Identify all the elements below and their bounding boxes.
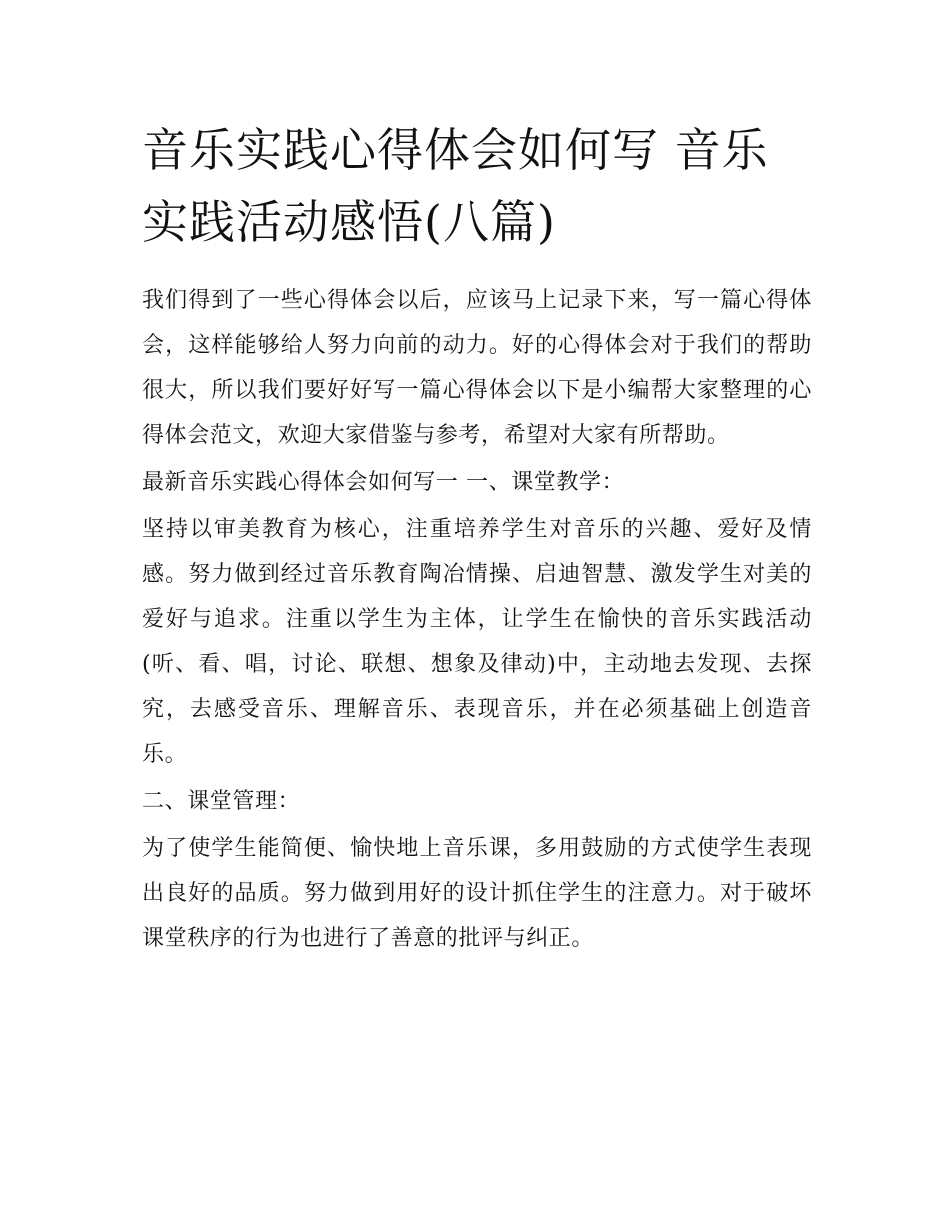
intro-paragraph: 我们得到了一些心得体会以后，应该马上记录下来，写一篇心得体会，这样能够给人努力向前的动力。好的心得体会对于我们的帮助很大，所以我们要好好写一篇心得体会以下是小编帮大家整理的心得体会范文，欢迎大家借鉴与参考，希望对大家有所帮助。 [142, 288, 812, 448]
classroom-teaching-paragraph: 坚持以审美教育为核心，注重培养学生对音乐的兴趣、爱好及情感。努力做到经过音乐教育陶冶情操、启迪智慧、激发学生对美的爱好与追求。注重以学生为主体，让学生在愉快的音乐实践活动(听、看、唱，讨论、联想、想象及律动)中，主动地去发现、去探究，去感受音乐、理解音乐、表现音乐，并在必须基础上创造音乐。 [142, 517, 812, 767]
section-heading-classroom-teaching: 最新音乐实践心得体会如何写一 一、课堂教学： [142, 470, 625, 495]
classroom-management-paragraph: 为了使学生能简便、愉快地上音乐课，多用鼓励的方式使学生表现出良好的品质。努力做到用好的设计抓住学生的注意力。对于破坏课堂秩序的行为也进行了善意的批评与纠正。 [142, 836, 812, 951]
document-body [142, 278, 812, 961]
document-title: 音乐实践心得体会如何写 音乐实践活动感悟(八篇) [142, 123, 769, 249]
section-heading-classroom-management: 二、课堂管理： [142, 789, 301, 814]
